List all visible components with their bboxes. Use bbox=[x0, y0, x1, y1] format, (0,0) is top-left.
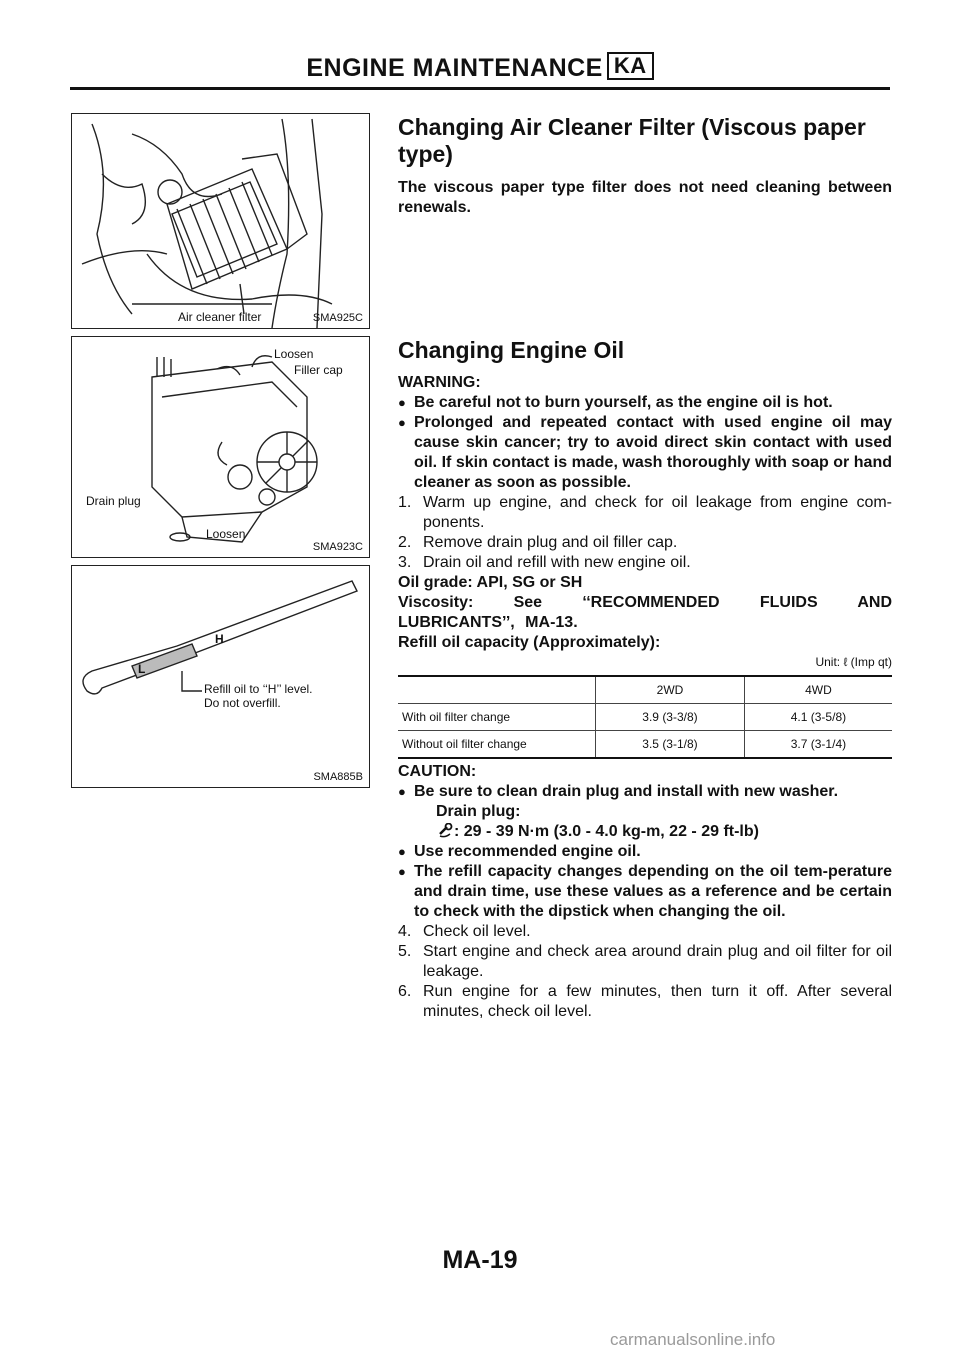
drain-plug-label: Drain plug bbox=[86, 494, 141, 508]
filler-cap-label: Filler cap bbox=[294, 363, 343, 377]
figure-code: SMA885B bbox=[313, 771, 363, 783]
engine-badge: KA bbox=[607, 52, 654, 80]
section-heading: Changing Engine Oil bbox=[398, 337, 625, 363]
section-body: The viscous paper type filter does not need cleaning between renewals. bbox=[398, 179, 892, 216]
refill-capacity: Refill oil capacity (Approximately): bbox=[398, 634, 661, 651]
table-row: With oil filter change 3.9 (3-3/8) 4.1 (3-5/8) bbox=[398, 704, 892, 731]
caution-item: ● Be sure to clean drain plug and install with new washer. bbox=[398, 783, 839, 800]
figure-code: SMA923C bbox=[312, 541, 363, 553]
dipstick-h-mark: H bbox=[215, 632, 224, 646]
bullet-icon: ● bbox=[398, 784, 406, 799]
caution-label: CAUTION: bbox=[398, 763, 477, 780]
loosen-label: Loosen bbox=[206, 527, 246, 541]
table-row: Without oil filter change 3.5 (3-1/8) 3.7 (3-1/4) bbox=[398, 731, 892, 759]
step-item: 5. Start engine and check area around drain plug and oil filter for oil leakage. bbox=[398, 943, 892, 980]
step-item: 1. Warm up engine, and check for oil leakage from engine com-ponents. bbox=[398, 494, 892, 531]
warning-item: ● Prolonged and repeated contact with used engine oil may cause skin cancer; try to avoid direct skin contact with used oil. If skin contact is made, wash thoroughly with soap or hand cleaner as soon as possible. bbox=[398, 414, 892, 491]
section-air-cleaner bbox=[398, 114, 892, 218]
drain-plug-spec-label: Drain plug: bbox=[436, 803, 521, 820]
table-header-row: 2WD 4WD bbox=[398, 676, 892, 704]
step-item: 6. Run engine for a few minutes, then turn it off. After several minutes, check oil level. bbox=[398, 983, 892, 1020]
capacity-table bbox=[398, 675, 892, 759]
page-header bbox=[0, 52, 960, 83]
section-heading: Changing Air Cleaner Filter (Viscous paper type) bbox=[398, 114, 866, 167]
header-title: ENGINE MAINTENANCE bbox=[306, 54, 603, 82]
header-rule bbox=[70, 87, 890, 90]
unit-label: Unit: ℓ (Imp qt) bbox=[815, 655, 892, 669]
bullet-icon: ● bbox=[398, 844, 406, 859]
engine-oil-figure bbox=[71, 336, 370, 558]
air-cleaner-label: Air cleaner filter bbox=[178, 310, 262, 324]
step-item: 3. Drain oil and refill with new engine oil. bbox=[398, 554, 691, 571]
bullet-icon: ● bbox=[398, 395, 406, 410]
air-cleaner-figure bbox=[71, 113, 370, 329]
torque-wrench-icon bbox=[438, 823, 453, 839]
warning-label: WARNING: bbox=[398, 374, 481, 391]
page-number: MA-19 bbox=[442, 1246, 518, 1274]
oil-grade: Oil grade: API, SG or SH bbox=[398, 574, 583, 591]
bullet-icon: ● bbox=[398, 415, 406, 430]
viscosity: Viscosity: See ‘‘RECOMMENDED FLUIDS AND LUBRICANTS’’, MA-13. bbox=[398, 594, 892, 631]
figure-code: SMA925C bbox=[312, 312, 363, 324]
caution-item: ● Use recommended engine oil. bbox=[398, 843, 641, 860]
watermark: carmanualsonline.info bbox=[610, 1330, 776, 1349]
step-item: 2. Remove drain plug and oil filler cap. bbox=[398, 534, 678, 551]
air-cleaner-illustration bbox=[72, 114, 369, 328]
dipstick-l-mark: L bbox=[138, 662, 146, 676]
bullet-icon: ● bbox=[398, 864, 406, 879]
step-item: 4. Check oil level. bbox=[398, 923, 531, 940]
dipstick-illustration bbox=[72, 566, 369, 787]
warning-item: ● Be careful not to burn yourself, as the engine oil is hot. bbox=[398, 394, 833, 411]
dipstick-figure bbox=[71, 565, 370, 788]
section-engine-oil bbox=[398, 337, 892, 1022]
torque-spec: : 29 - 39 N·m (3.0 - 4.0 kg-m, 22 - 29 ft-lb) bbox=[398, 822, 892, 842]
caution-item: ● The refill capacity changes depending on the oil tem-perature and drain time, use these values as a reference and be certain to check with the dipstick when changing the oil. bbox=[398, 863, 892, 920]
loosen-label: Loosen bbox=[274, 347, 314, 361]
refill-note: Refill oil to ‘‘H’’ level. Do not overfill. bbox=[204, 682, 313, 710]
